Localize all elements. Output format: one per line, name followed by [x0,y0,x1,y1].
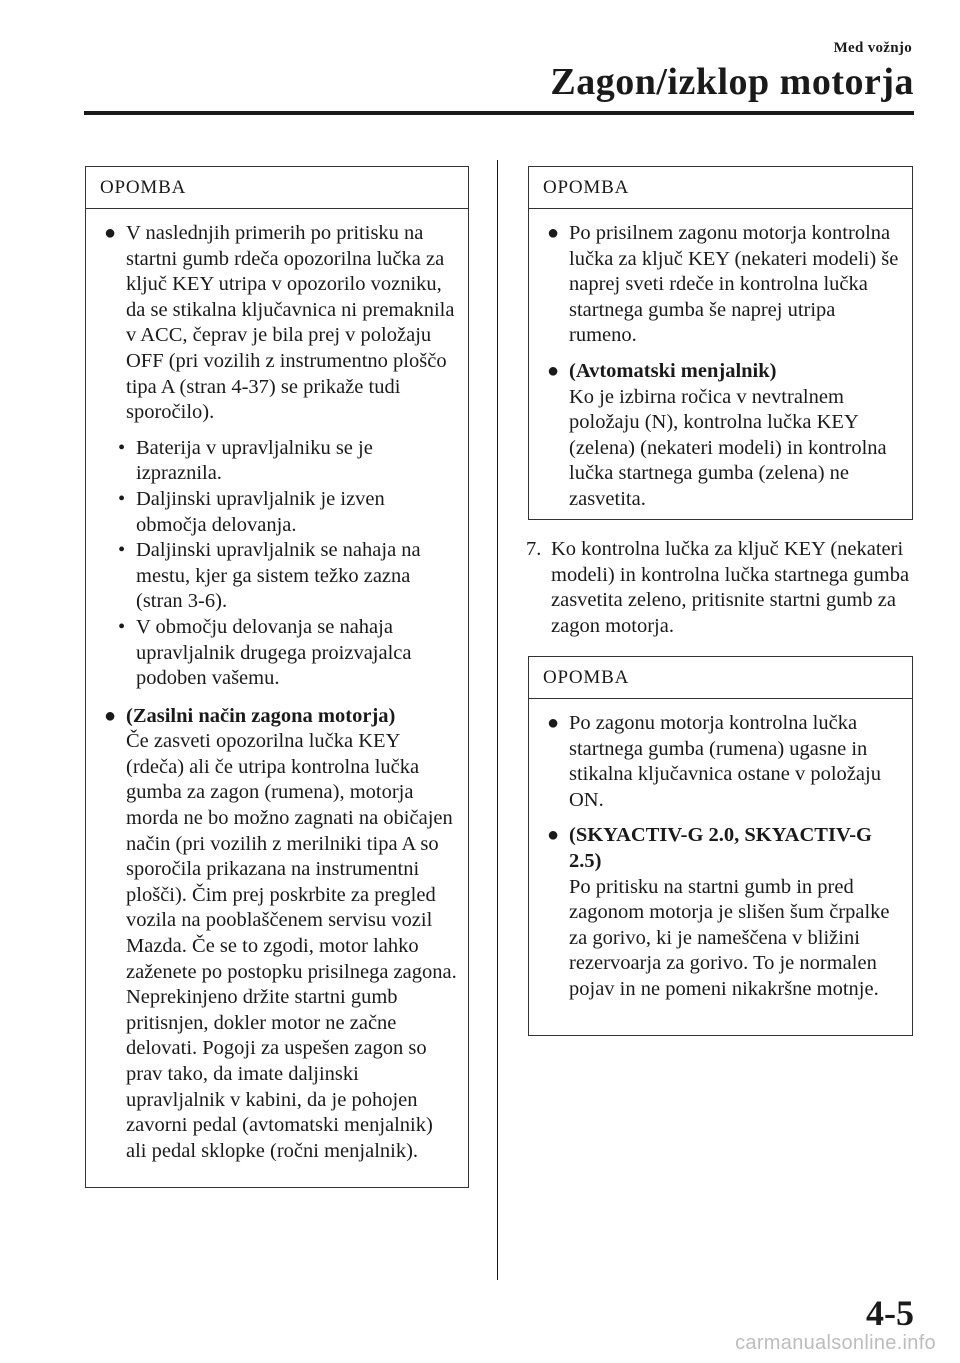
watermark: carmanualsonline.info [735,1332,936,1354]
bullet-text: Po prisilnem zagonu motorja kontrolna lučka za ključ KEY (nekateri modeli) še naprej sveti rdeče in kontrolna lučka startnega gumba še naprej utripa rumeno. [569,222,899,347]
column-divider [497,160,498,1280]
bullet-icon: ● [547,359,560,382]
sub-bullet-icon: • [118,539,126,562]
note-box-right-top [528,166,913,520]
note-bullet [98,704,458,1165]
note-bullet [541,711,902,813]
sub-item-text: Daljinski upravljalnik se nahaja na mestu, kjer ga sistem težko zazna (stran 3-6). [136,539,421,613]
bullet-icon: ● [547,222,560,244]
step-7 [526,537,926,639]
sub-bullet-icon: • [118,615,126,638]
note-heading: OPOMBA [86,167,468,209]
bullet-text: V naslednjih primerih po pritisku na startni gumb rdeča opozorilna lučka za ključ KEY utripa v opozorilo vozniku, da se stikalna ključavnica ni premaknila v ACC, čeprav je bila prej v položaju OFF (pri vozilih z instrumentno ploščo tipa A (stran 4-37) se prikaže tudi sporočilo). [126,222,455,424]
step-text: Ko kontrolna lučka za ključ KEY (nekateri modeli) in kontrolna lučka startnega gumba zasvetita zeleno, pritisnite startni gumb za zagon motorja. [551,538,910,637]
sub-item-text: V območju delovanja se nahaja upravljalnik drugega proizvajalca podoben vašemu. [136,615,412,690]
sub-bullet-icon: • [118,436,126,459]
bullet-title: (Avtomatski menjalnik) [569,359,777,382]
sub-item-text: Daljinski upravljalnik je izven območja delovanja. [136,487,385,536]
bullet-title: (Zasilni način zagona motorja) [126,704,396,727]
note-heading: OPOMBA [529,167,912,209]
note-box-right-bottom [528,656,913,1036]
note-bullet [541,359,902,513]
step-number: 7. [526,538,542,560]
bullet-icon: ● [547,712,560,734]
note-bullet [541,823,902,1002]
header-section-label: Med vožnjo [833,40,912,56]
bullet-icon: ● [104,704,117,727]
page-title: Zagon/izklop motorja [550,61,914,103]
note-box-left [85,166,469,1188]
page-number: 4-5 [866,1293,914,1333]
note-bullet [541,221,902,349]
bullet-icon: ● [547,824,560,847]
sub-bullet-icon: • [118,487,126,510]
header-rule [84,111,914,115]
sub-list [98,436,458,692]
bullet-text: Po zagonu motorja kontrolna lučka startnega gumba (rumena) ugasne in stikalna ključavnica ostane v položaju ON. [569,712,881,811]
sub-list-item [98,487,458,538]
note-heading: OPOMBA [529,657,912,699]
bullet-text: Če zasveti opozorilna lučka KEY (rdeča) ali če utripa kontrolna lučka gumba za zagon (rumena), motorja morda ne bo možno zagnati na običajen način (pri vozilih z merilniki tipa A so sporočila prikazana na instrumentni plošči). Čim prej poskrbite za pregled vozila na pooblaščenem servisu vozil Mazda. Če se to zgodi, motor lahko zaženete po postopku prisilnega zagona. Neprekinjeno držite startni gumb pritisnjen, dokler motor ne začne delovati. Pogoji za uspešen zagon so prav tako, da imate daljinski upravljalnik v kabini, da je pohojen zavorni pedal (avtomatski menjalnik) ali pedal sklopke (ročni menjalnik). [126,730,457,1162]
sub-item-text: Baterija v upravljalniku se je izpraznila. [136,436,373,485]
sub-list-item [98,615,458,692]
bullet-text: Po pritisku na startni gumb in pred zagonom motorja je slišen šum črpalke za gorivo, ki je nameščena v bližini rezervoarja za gorivo. To je normalen pojav in ne pomeni nikakršne motnje. [569,875,890,1000]
sub-list-item [98,538,458,615]
bullet-title: (SKYACTIV-G 2.0, SKYACTIV-G 2.5) [569,824,872,872]
bullet-text: Ko je izbirna ročica v nevtralnem položaju (N), kontrolna lučka KEY (zelena) (nekateri modeli) in kontrolna lučka startnega gumba (zelena) ne zasvetita. [569,385,887,510]
note-bullet [98,221,458,426]
sub-list-item [98,436,458,487]
bullet-icon: ● [104,222,117,244]
